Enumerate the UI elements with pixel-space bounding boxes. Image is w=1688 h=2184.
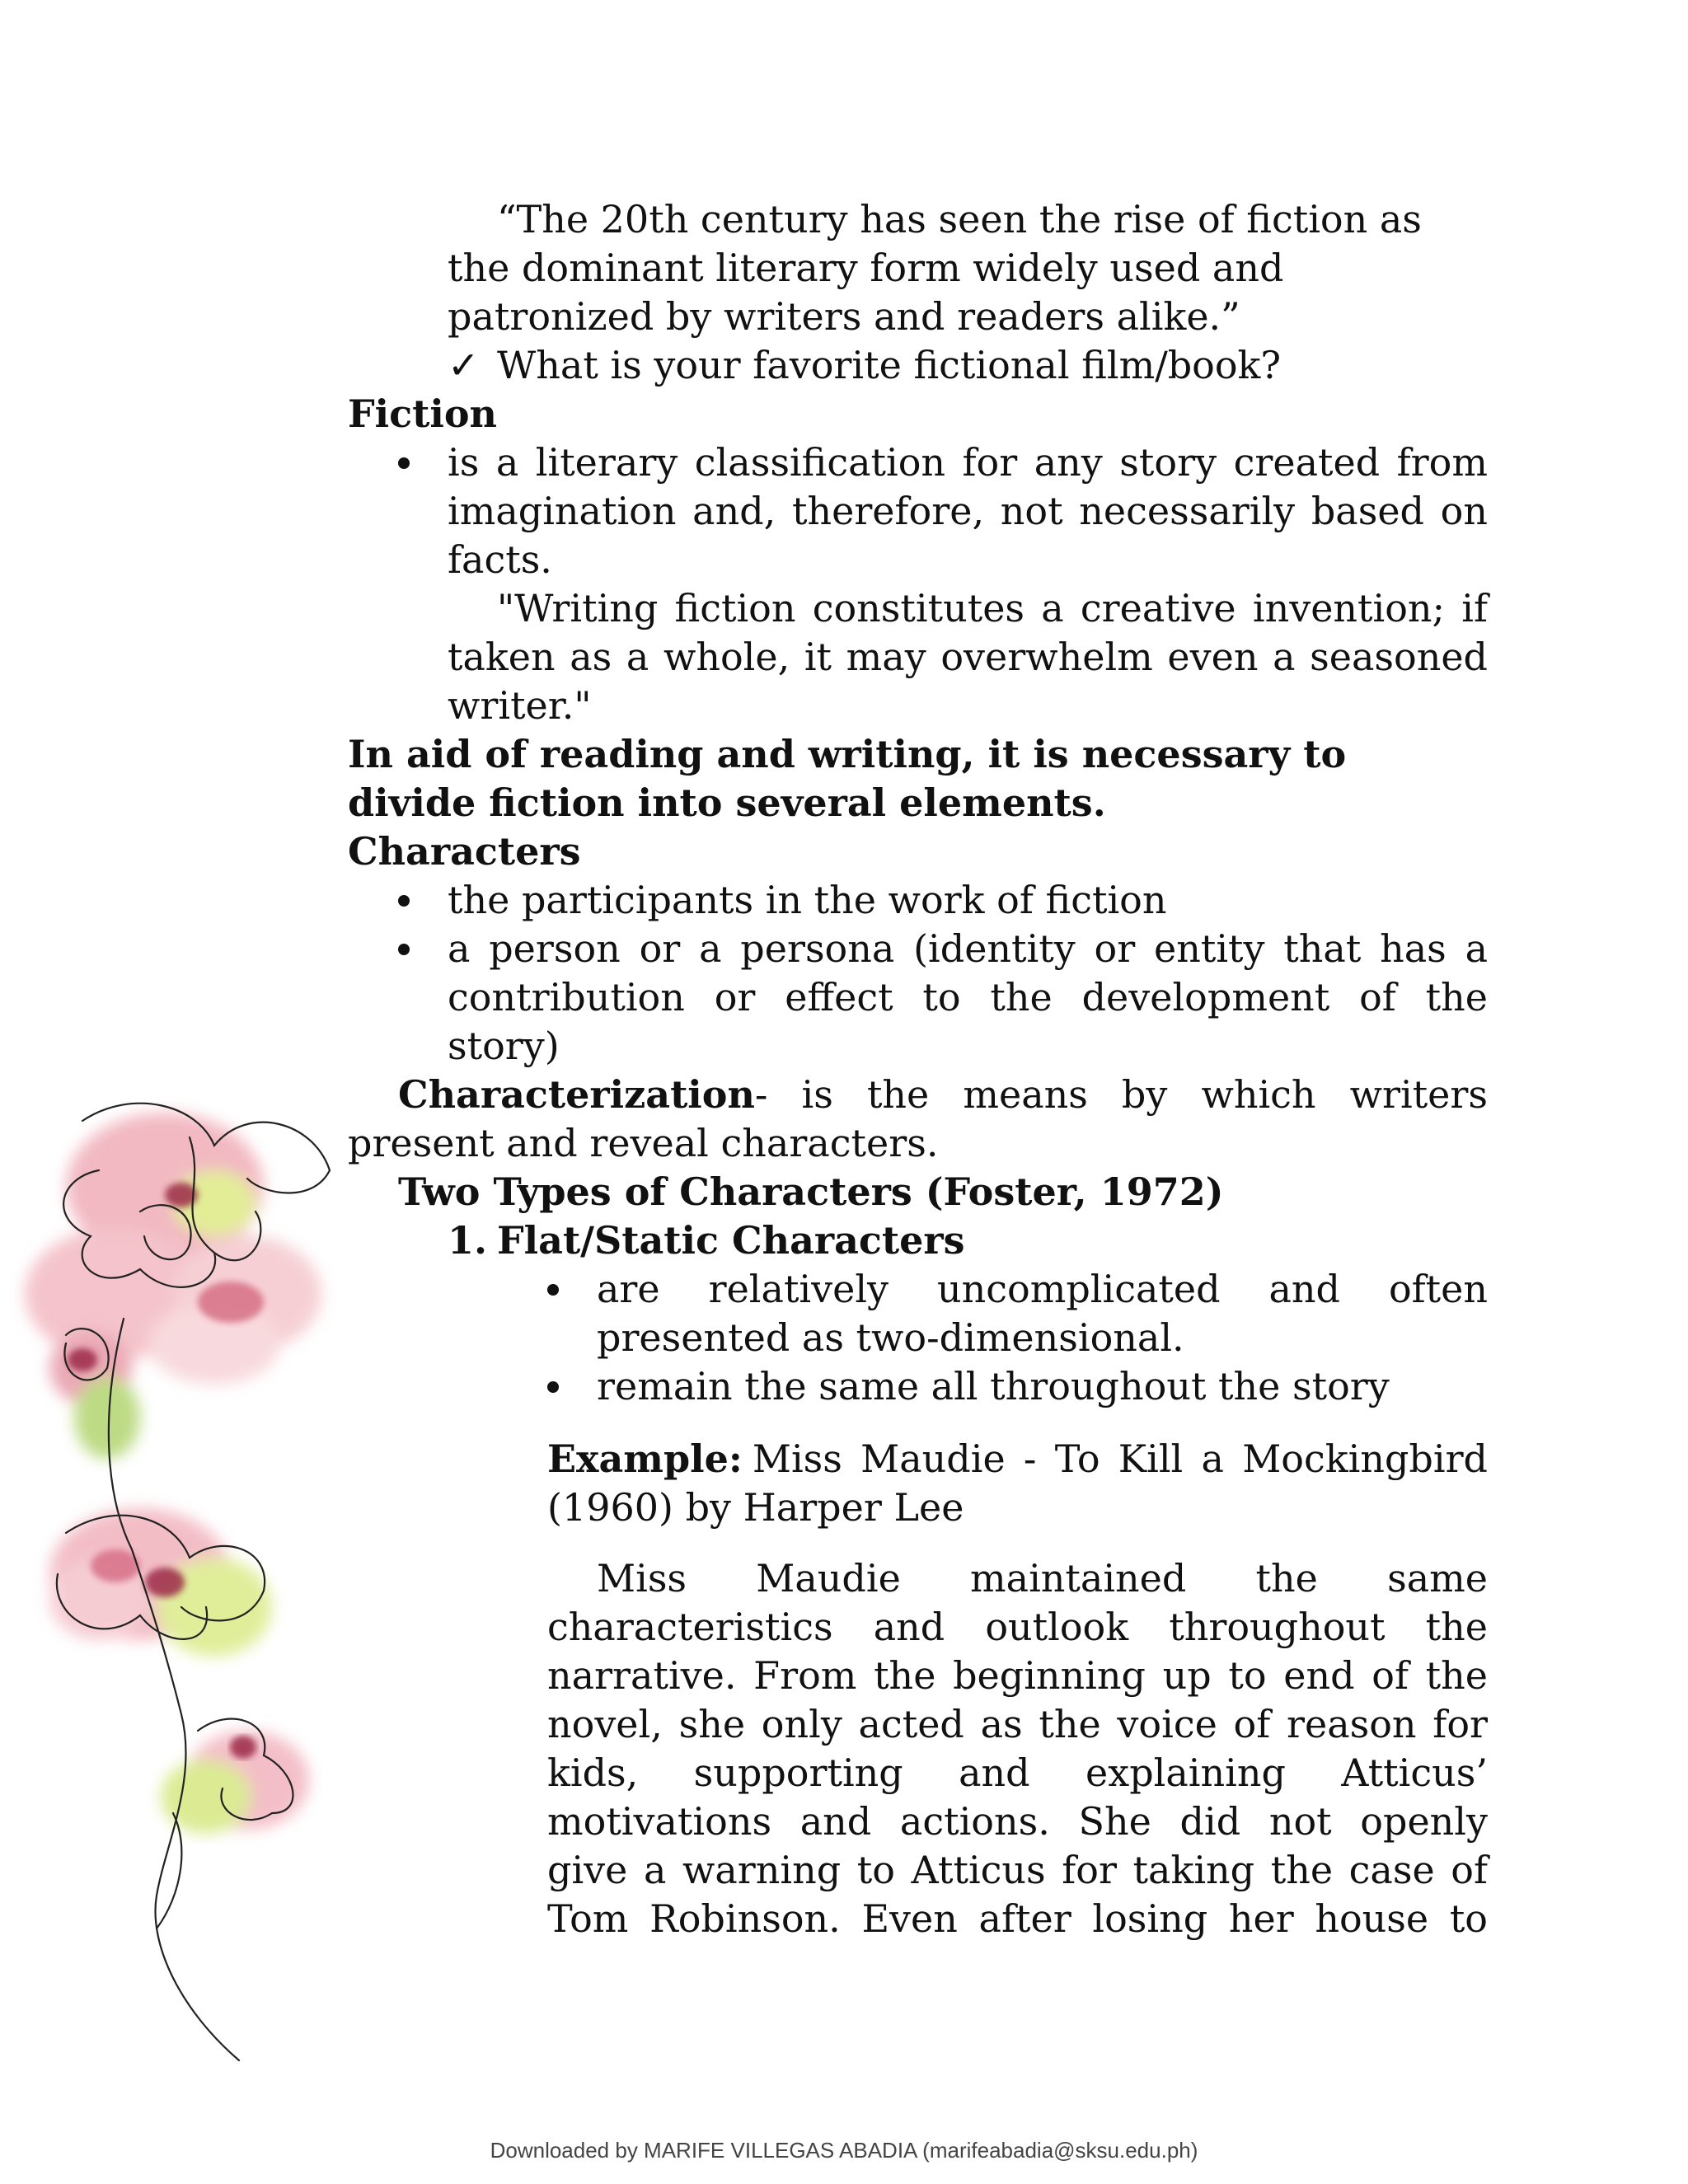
example-paragraph-line: characteristics and outlook throughout the — [547, 1605, 1488, 1649]
example-label: Example: — [547, 1436, 743, 1481]
example-line — [547, 1435, 1488, 1483]
example-paragraph-line: novel, she only acted as the voice of reason for — [547, 1702, 1488, 1746]
fiction-quote-line: taken as a whole, it may overwhelm even a seasoned — [448, 635, 1488, 679]
example-line: (1960) by Harper Lee — [547, 1485, 964, 1530]
intro-quote-line: the dominant literary form widely used and — [448, 246, 1284, 290]
characters-heading: Characters — [348, 829, 581, 874]
checkmark-icon: ✓ — [448, 343, 480, 387]
bullet-icon — [398, 944, 410, 955]
example-paragraph-line: motivations and actions. She did not openly — [547, 1799, 1488, 1844]
fiction-quote-line: writer." — [448, 683, 592, 728]
characters-bullet-line: contribution or effect to the development of the — [448, 975, 1488, 1019]
type1-bullet-line: are relatively uncomplicated and often — [597, 1267, 1488, 1311]
fiction-definition-line: facts. — [448, 537, 552, 582]
type1-number: 1. — [448, 1218, 488, 1263]
characterization-term: Characterization — [398, 1072, 755, 1117]
characterization-text: - is the means by which writers — [754, 1072, 1488, 1117]
intro-quote-line: “The 20th century has seen the rise of fiction as — [497, 197, 1422, 241]
example-paragraph-line: give a warning to Atticus for taking the case of — [547, 1848, 1488, 1892]
characters-bullet: the participants in the work of fiction — [448, 878, 1167, 922]
elements-intro-line: In aid of reading and writing, it is necessary to — [348, 732, 1347, 776]
fiction-definition-line: is a literary classification for any story created from — [448, 440, 1488, 485]
example-paragraph-line: narrative. From the beginning up to end of the — [547, 1653, 1488, 1698]
type1-heading: Flat/Static Characters — [497, 1218, 965, 1263]
bullet-icon — [398, 457, 410, 469]
type1-bullet-line: presented as two-dimensional. — [597, 1315, 1184, 1360]
bullet-icon — [547, 1381, 559, 1393]
download-footer: Downloaded by MARIFE VILLEGAS ABADIA (marifeabadia@sksu.edu.ph) — [490, 2138, 1198, 2163]
elements-intro-line: divide fiction into several elements. — [348, 780, 1106, 825]
bullet-icon — [547, 1284, 559, 1296]
characterization-line: present and reveal characters. — [348, 1121, 939, 1165]
type1-bullet-line: remain the same all throughout the story — [597, 1364, 1390, 1408]
bullet-icon — [398, 895, 410, 907]
fiction-definition-line: imagination and, therefore, not necessarily based on — [448, 489, 1488, 533]
flower-illustration — [0, 1071, 387, 2077]
characters-bullet-line: story) — [448, 1024, 560, 1068]
characters-bullet-line: a person or a persona (identity or entity that has a — [448, 926, 1488, 971]
characterization-line — [398, 1071, 1488, 1119]
intro-quote-line: patronized by writers and readers alike.” — [448, 294, 1240, 339]
example-title: Miss Maudie - To Kill a Mockingbird — [752, 1436, 1488, 1481]
example-paragraph-line: Miss Maudie maintained the same — [597, 1556, 1488, 1601]
fiction-heading: Fiction — [348, 391, 497, 436]
fiction-quote-line: "Writing fiction constitutes a creative invention; if — [497, 586, 1488, 630]
types-heading: Two Types of Characters (Foster, 1972) — [398, 1169, 1224, 1214]
example-paragraph-line: Tom Robinson. Even after losing her house to — [547, 1896, 1488, 1941]
question-text: What is your favorite fictional film/book? — [497, 343, 1282, 387]
example-paragraph-line: kids, supporting and explaining Atticus’ — [547, 1750, 1488, 1795]
